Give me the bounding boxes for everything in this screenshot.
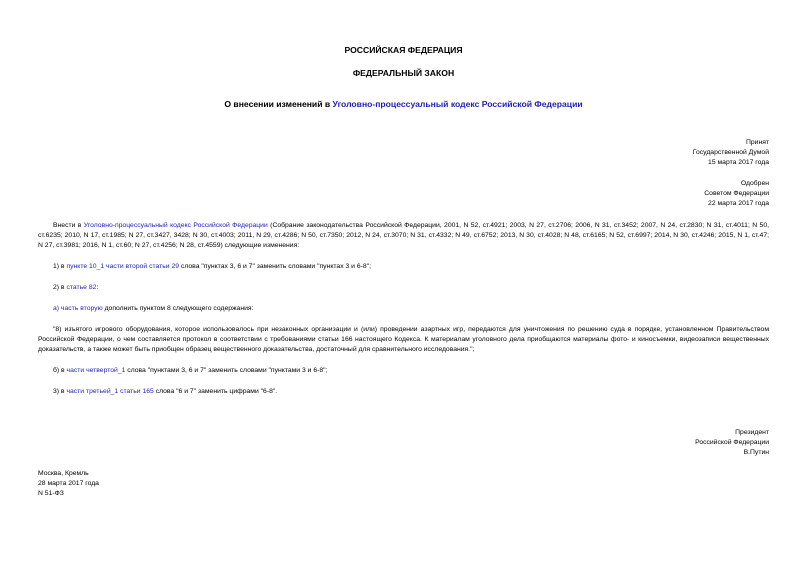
place-city: Москва, Кремль bbox=[38, 470, 89, 477]
item-3-link[interactable]: части третьей_1 статьи 165 bbox=[66, 388, 154, 395]
approved-label: Одобрен bbox=[740, 179, 769, 187]
approved-body: Советом Федерации bbox=[704, 189, 769, 197]
item-2b-link[interactable]: части четвертой_1 bbox=[66, 367, 126, 374]
law-number: N 51-ФЗ bbox=[38, 490, 64, 498]
intro-paragraph: Внести в Уголовно-процессуальный кодекс Российской Федерации (Собрание законодательства Российской Федерации, 2001, N 52, ст.4921; 2003, N 27, ст.2706; 2006, N 31, ст.3452; 2007, N 24, ст.2830; N 31, ст.4011; N 50, ст.6235; 2010, N 17, ст.1985; N 27, ст.3427, 3428; N 30, ст.4003; 2011, N 29, ст.4286; N 50, ст.7350; 2012, N 24, ст.3070; N 31, ст.4332; N 49, ст.6752; 2013, N 30, ст.4028; N 48, ст.6165; N 52, ст.6997; 2014, N 30, ст.4246; 2015, N 1, ст.47; N 27, ст.3981; 2016, N 1, ст.60; N 27, ст.4256; N 28, ст.4559) следующие изменения: bbox=[38, 222, 770, 250]
adopted-body: Государственной Думой bbox=[692, 149, 769, 157]
adopted-label: Принят bbox=[745, 139, 769, 146]
country-heading: РОССИЙСКАЯ ФЕДЕРАЦИЯ bbox=[344, 45, 463, 55]
quoted-text: "8) изъятого игрового оборудования, которое использовалось при незаконных организации и (или) проведении азартных игр, передаются для уничтожения по решению суда в порядке, установленном Правительством Российской Федерации, о чем составляется протокол в соответствии с требованиями статьи 166 настоящего Кодекса. К материалам уголовного дела приобщаются материалы фото- и киносъемки, видеозаписи вещественных доказательств, а также может быть приобщен образец вещественного доказательства, достаточный для сравнительного исследования."; bbox=[38, 326, 769, 354]
adoption-block bbox=[693, 138, 769, 209]
item-2-link[interactable]: статье 82 bbox=[66, 284, 97, 291]
signature-block bbox=[695, 428, 769, 459]
signature-name: В.Путин bbox=[743, 449, 769, 457]
code-link[interactable]: Уголовно-процессуальный кодекс Российской Федерации bbox=[83, 222, 268, 229]
signature-title: Президент bbox=[735, 429, 769, 436]
place-date: 28 марта 2017 года bbox=[38, 480, 99, 488]
law-title-link[interactable]: Уголовно-процессуальный кодекс Российской Федерации bbox=[332, 99, 583, 109]
doc-type-heading: ФЕДЕРАЛЬНЫЙ ЗАКОН bbox=[352, 68, 455, 78]
approved-date: 22 марта 2017 года bbox=[708, 200, 769, 208]
item-2: 2) в статье 82: bbox=[53, 284, 99, 291]
law-title bbox=[0, 99, 807, 110]
place-block bbox=[38, 469, 99, 500]
adopted-date: 15 марта 2017 года bbox=[708, 159, 769, 167]
item-1: 1) в пункте 10_1 части второй статьи 29 слова "пунктах 3, 6 и 7" заменить словами "пунктах 3 и 6-8"; bbox=[53, 263, 371, 270]
item-2a: а) часть вторую дополнить пунктом 8 следующего содержания: bbox=[53, 305, 254, 312]
law-title-prefix: О внесении изменений в bbox=[224, 99, 333, 109]
signature-org: Российской Федерации bbox=[695, 439, 769, 447]
item-2a-link[interactable]: а) часть вторую bbox=[53, 305, 103, 312]
item-2b: б) в части четвертой_1 слова "пунктами 3, 6 и 7" заменить словами "пунктами 3 и 6-8"; bbox=[53, 367, 328, 374]
item-1-link[interactable]: пункте 10_1 части второй статьи 29 bbox=[66, 263, 180, 270]
item-3: 3) в части третьей_1 статьи 165 слова "6 и 7" заменить цифрами "6-8". bbox=[53, 388, 278, 395]
